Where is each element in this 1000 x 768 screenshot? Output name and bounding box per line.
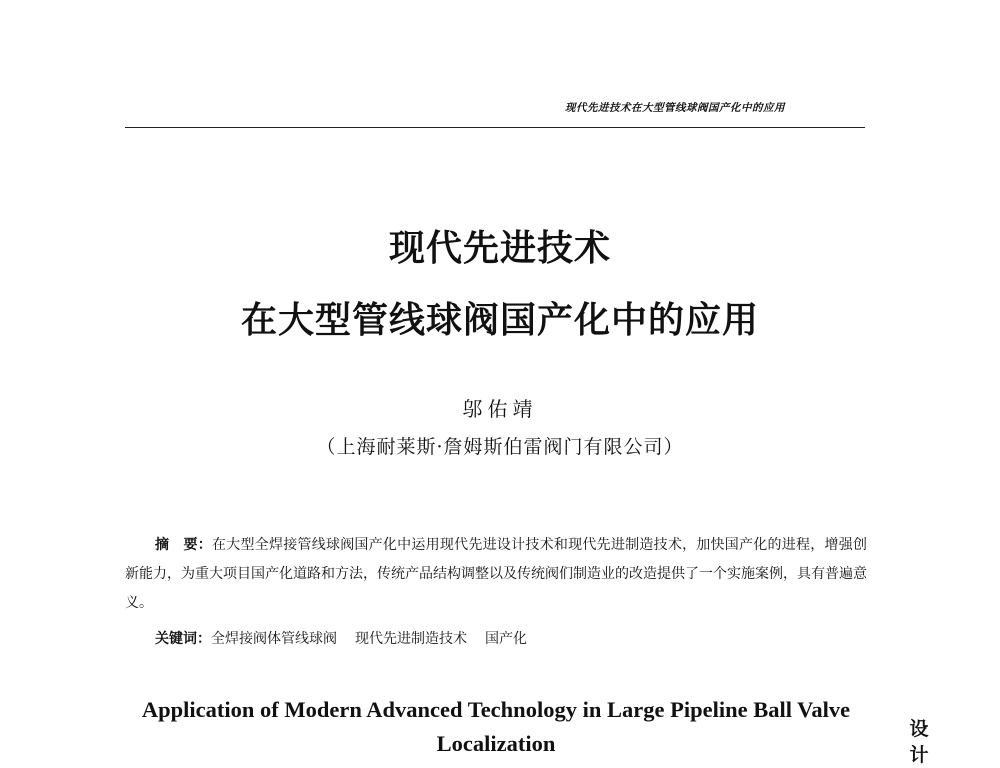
abstract xyxy=(125,531,867,618)
section-side-tab: 设计 xyxy=(909,718,929,766)
english-title: Application of Modern Advanced Technology in Large Pipeline Ball Valve Localization xyxy=(141,697,851,756)
keywords-label: 关键词： xyxy=(155,631,211,647)
abstract-text: 在大型全焊接管线球阀国产化中运用现代先进设计技术和现代先进制造技术，加快国产化的进程，增强创新能力，为重大项目国产化道路和方法，传统产品结构调整以及传统阀们制造业的改造提供了一个实施案例，具有普遍意义。 xyxy=(125,537,868,611)
keyword: 现代先进制造技术 xyxy=(355,631,467,647)
header-rule xyxy=(125,127,865,128)
keyword: 全焊接阀体管线球阀 xyxy=(211,631,337,647)
author-affiliation: （上海耐莱斯·詹姆斯伯雷阀门有限公司） xyxy=(316,436,684,458)
title-line-1: 现代先进技术 xyxy=(388,228,611,269)
keywords xyxy=(155,628,545,648)
abstract-label: 摘 要： xyxy=(155,537,212,553)
keyword: 国产化 xyxy=(485,631,527,647)
author-name: 邬佑靖 xyxy=(462,397,538,421)
running-header: 现代先进技术在大型管线球阀国产化中的应用 xyxy=(565,102,785,114)
title-line-2: 在大型管线球阀国产化中的应用 xyxy=(240,300,759,341)
